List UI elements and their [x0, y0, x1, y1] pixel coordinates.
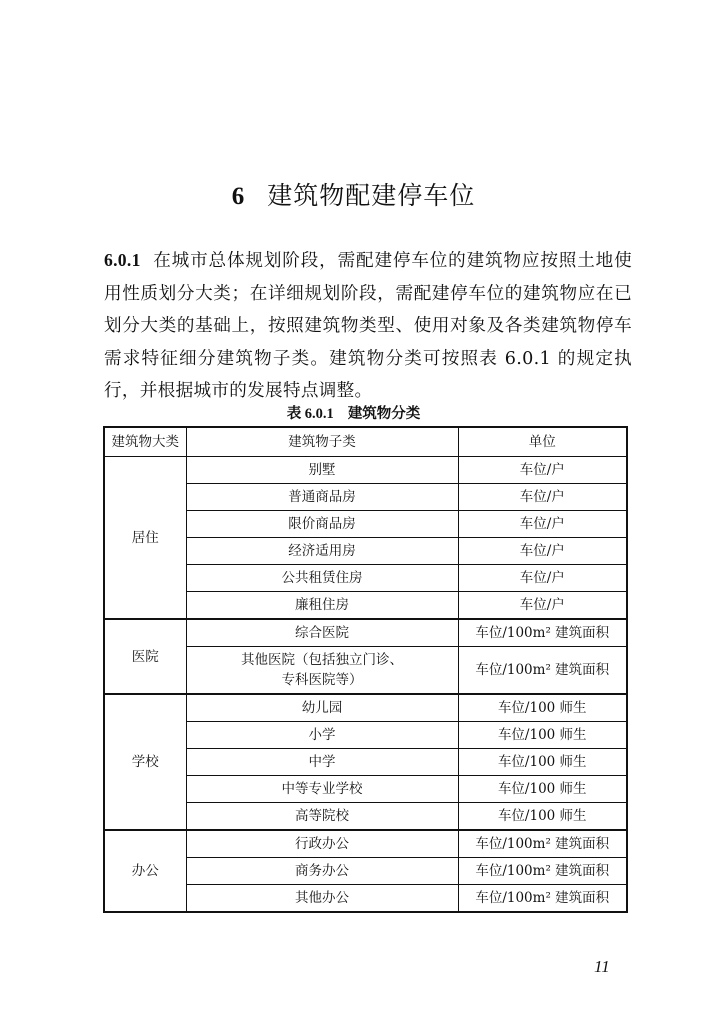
subcategory-cell: 经济适用房	[186, 538, 458, 565]
table-body	[104, 457, 627, 913]
subcategory-cell: 廉租住房	[186, 592, 458, 620]
table-caption	[0, 402, 707, 423]
subcategory-cell: 中等专业学校	[186, 776, 458, 803]
subcategory-cell: 中学	[186, 749, 458, 776]
category-cell: 居住	[104, 457, 186, 620]
unit-cell: 车位/户	[458, 457, 627, 484]
unit-cell: 车位/100 师生	[458, 749, 627, 776]
table-row	[104, 830, 627, 858]
chapter-title	[0, 176, 707, 212]
subcategory-cell: 公共租赁住房	[186, 565, 458, 592]
subcategory-cell: 别墅	[186, 457, 458, 484]
category-cell: 学校	[104, 694, 186, 830]
subcategory-cell: 行政办公	[186, 830, 458, 858]
header-subcategory: 建筑物子类	[186, 427, 458, 457]
subcategory-cell	[186, 647, 458, 695]
clause-number: 6.0.1	[104, 250, 141, 270]
unit-cell: 车位/户	[458, 538, 627, 565]
table-row	[104, 457, 627, 484]
unit-cell: 车位/100 师生	[458, 803, 627, 831]
chapter-number: 6	[231, 183, 246, 210]
subcategory-cell: 小学	[186, 722, 458, 749]
page-number: 11	[594, 957, 610, 976]
subcategory-cell: 普通商品房	[186, 484, 458, 511]
unit-cell: 车位/100 师生	[458, 722, 627, 749]
table-row	[104, 619, 627, 647]
category-cell: 办公	[104, 830, 186, 912]
unit-cell: 车位/户	[458, 511, 627, 538]
unit-cell: 车位/户	[458, 565, 627, 592]
clause-paragraph	[104, 244, 632, 408]
header-category: 建筑物大类	[104, 427, 186, 457]
unit-cell: 车位/100m² 建筑面积	[458, 647, 627, 695]
unit-cell: 车位/100 师生	[458, 776, 627, 803]
header-unit: 单位	[458, 427, 627, 457]
subcategory-cell: 限价商品房	[186, 511, 458, 538]
unit-cell: 车位/100m² 建筑面积	[458, 830, 627, 858]
subcategory-cell: 综合医院	[186, 619, 458, 647]
unit-cell: 车位/户	[458, 484, 627, 511]
subcategory-line-2: 专科医院等）	[281, 672, 363, 688]
chapter-title-text: 建筑物配建停车位	[267, 181, 476, 210]
building-classification-table	[103, 426, 628, 913]
subcategory-cell: 商务办公	[186, 858, 458, 885]
table-header-row	[104, 427, 627, 457]
unit-cell: 车位/100 师生	[458, 694, 627, 722]
unit-cell: 车位/100m² 建筑面积	[458, 885, 627, 913]
category-cell: 医院	[104, 619, 186, 694]
subcategory-cell: 其他办公	[186, 885, 458, 913]
unit-cell: 车位/户	[458, 592, 627, 620]
subcategory-cell: 幼儿园	[186, 694, 458, 722]
subcategory-cell: 高等院校	[186, 803, 458, 831]
table-caption-title: 建筑物分类	[347, 405, 421, 422]
table-caption-number: 表 6.0.1	[286, 406, 334, 422]
table-row	[104, 694, 627, 722]
unit-cell: 车位/100m² 建筑面积	[458, 858, 627, 885]
unit-cell: 车位/100m² 建筑面积	[458, 619, 627, 647]
clause-text: 在城市总体规划阶段，需配建停车位的建筑物应按照土地使用性质划分大类；在详细规划阶段，需配建停车位的建筑物应在已划分大类的基础上，按照建筑物类型、使用对象及各类建筑物停车需求特征细分建筑物子类。建筑物分类可按照表 6.0.1 的规定执行，并根据城市的发展特点调整。	[104, 251, 632, 401]
subcategory-line-1: 其他医院（包括独立门诊、	[241, 652, 403, 668]
